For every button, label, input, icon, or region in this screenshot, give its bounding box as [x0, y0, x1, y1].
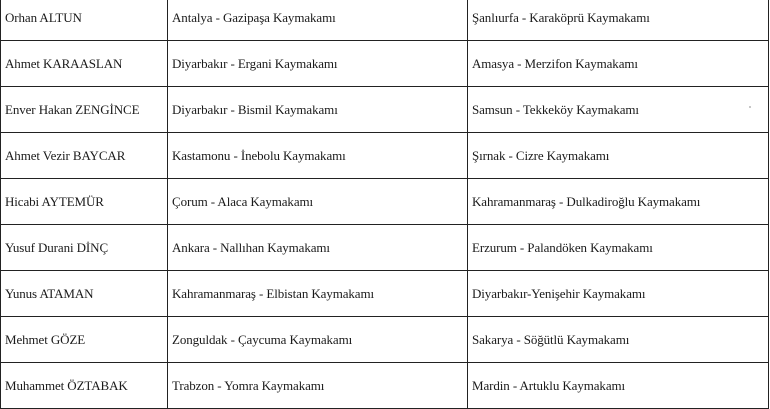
current-post-cell: Diyarbakır - Ergani Kaymakamı	[168, 41, 468, 87]
new-post-cell: Amasya - Merzifon Kaymakamı	[468, 41, 769, 87]
name-cell: Orhan ALTUN	[1, 0, 168, 41]
table-row	[1, 317, 769, 363]
name-cell: Yunus ATAMAN	[1, 271, 168, 317]
current-post-cell: Ankara - Nallıhan Kaymakamı	[168, 225, 468, 271]
current-post-cell: Diyarbakır - Bismil Kaymakamı	[168, 87, 468, 133]
name-cell: Yusuf Durani DİNÇ	[1, 225, 168, 271]
new-post-cell: Erzurum - Palandöken Kaymakamı	[468, 225, 769, 271]
new-post-cell: Kahramanmaraş - Dulkadiroğlu Kaymakamı	[468, 179, 769, 225]
new-post-cell: Şırnak - Cizre Kaymakamı	[468, 133, 769, 179]
current-post-cell: Kastamonu - İnebolu Kaymakamı	[168, 133, 468, 179]
name-cell: Ahmet Vezir BAYCAR	[1, 133, 168, 179]
table-row	[1, 0, 769, 41]
current-post-cell: Trabzon - Yomra Kaymakamı	[168, 363, 468, 409]
table-row	[1, 133, 769, 179]
table-row	[1, 41, 769, 87]
name-cell: Ahmet KARAASLAN	[1, 41, 168, 87]
new-post-cell: Samsun - Tekkeköy Kaymakamı	[468, 87, 769, 133]
name-cell: Muhammet ÖZTABAK	[1, 363, 168, 409]
new-post-cell: Mardin - Artuklu Kaymakamı	[468, 363, 769, 409]
name-cell: Enver Hakan ZENGİNCE	[1, 87, 168, 133]
new-post-cell: Sakarya - Söğütlü Kaymakamı	[468, 317, 769, 363]
new-post-cell: Şanlıurfa - Karaköprü Kaymakamı	[468, 0, 769, 41]
table-row	[1, 363, 769, 409]
scan-speck	[749, 106, 751, 108]
table-row	[1, 87, 769, 133]
current-post-cell: Zonguldak - Çaycuma Kaymakamı	[168, 317, 468, 363]
current-post-cell: Kahramanmaraş - Elbistan Kaymakamı	[168, 271, 468, 317]
name-cell: Mehmet GÖZE	[1, 317, 168, 363]
new-post-cell: Diyarbakır-Yenişehir Kaymakamı	[468, 271, 769, 317]
table-row	[1, 225, 769, 271]
name-cell: Hicabi AYTEMÜR	[1, 179, 168, 225]
current-post-cell: Çorum - Alaca Kaymakamı	[168, 179, 468, 225]
table-row	[1, 179, 769, 225]
table-row	[1, 271, 769, 317]
current-post-cell: Antalya - Gazipaşa Kaymakamı	[168, 0, 468, 41]
